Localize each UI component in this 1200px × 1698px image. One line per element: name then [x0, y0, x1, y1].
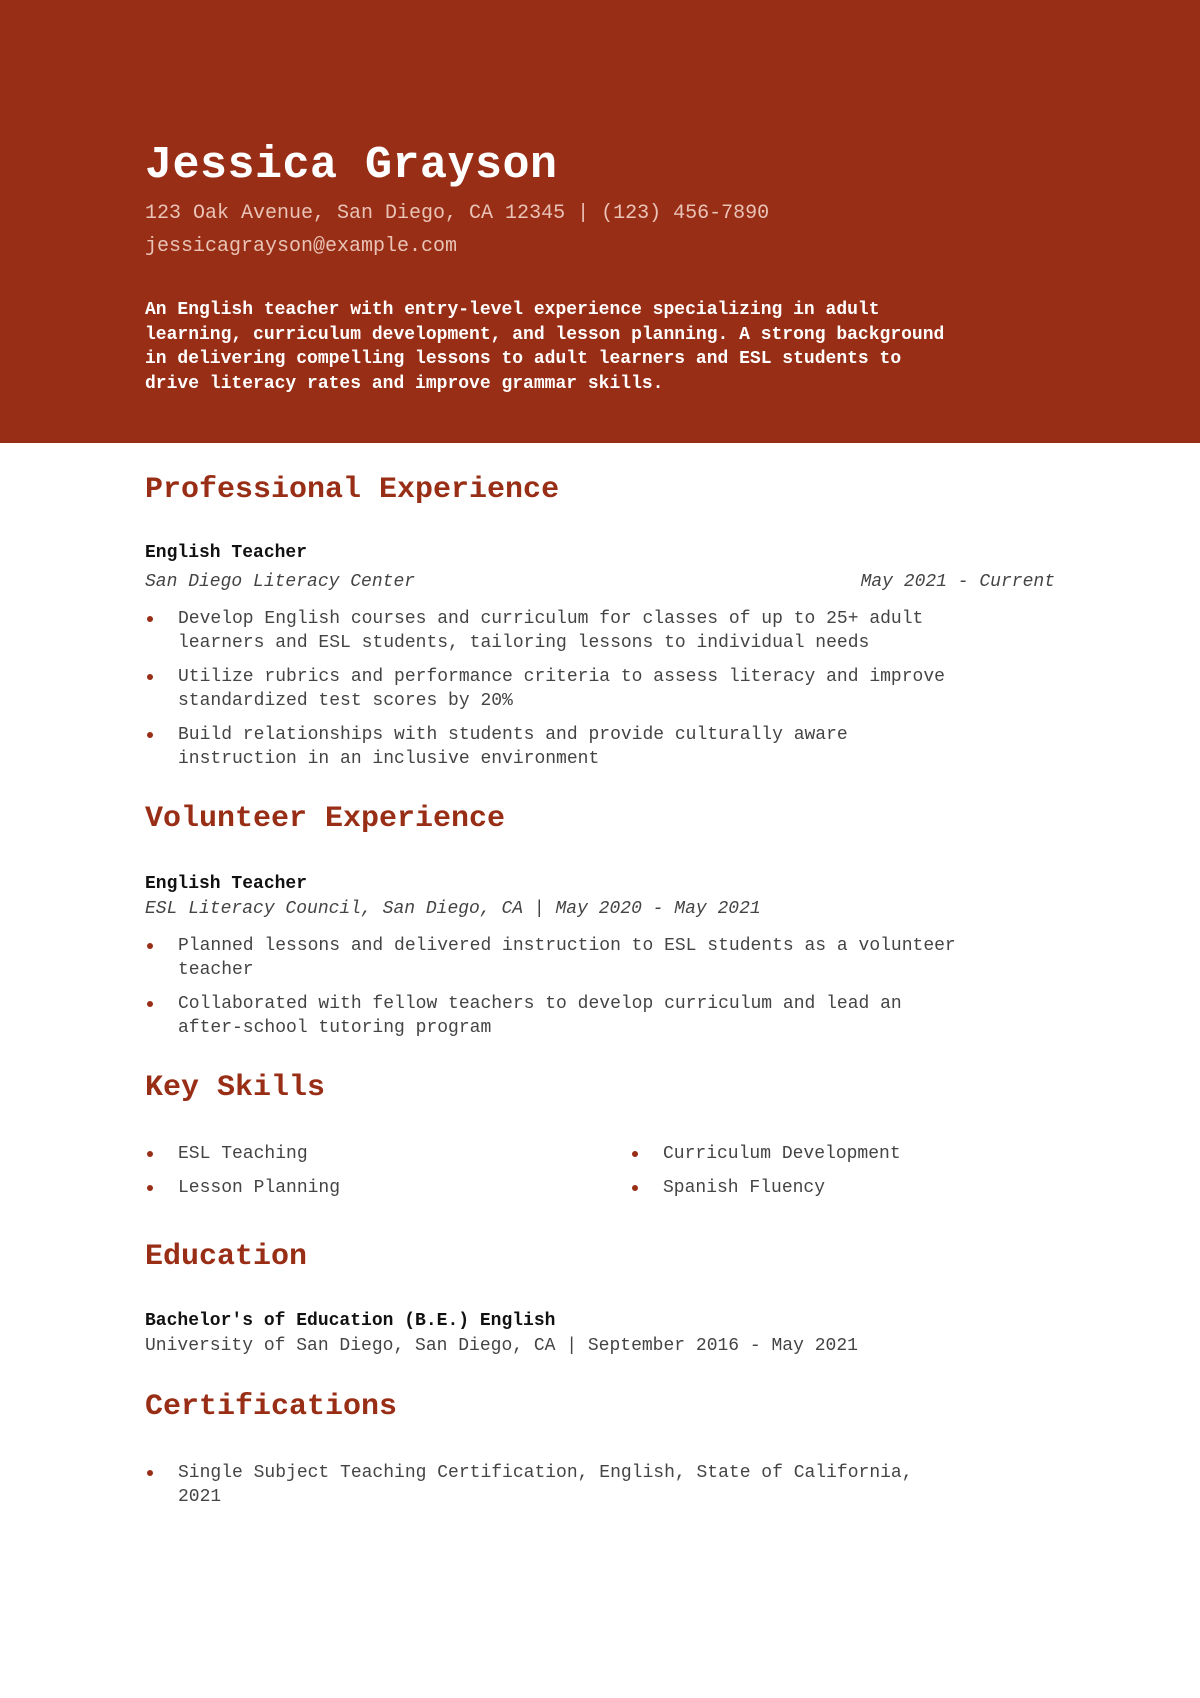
- bullet-line: Utilize rubrics and performance criteria to assess literacy and improve: [178, 667, 945, 687]
- bullet-icon: [147, 943, 153, 949]
- summary-line: drive literacy rates and improve grammar skills.: [145, 373, 664, 394]
- employer-line: ESL Literacy Council, San Diego, CA | May 2020 - May 2021: [145, 899, 761, 919]
- bullet-line: Build relationships with students and provide culturally aware: [178, 725, 848, 745]
- list-item: [145, 607, 1065, 655]
- job-dates: May 2021 - Current: [860, 572, 1055, 592]
- section-title-professional-experience: Professional Experience: [145, 473, 560, 507]
- bullet-line: Collaborated with fellow teachers to develop curriculum and lead an: [178, 994, 902, 1014]
- header-banner: [0, 0, 1200, 443]
- section-title-key-skills: Key Skills: [145, 1071, 326, 1105]
- skill-item: [630, 1176, 825, 1200]
- list-item: [145, 1461, 1065, 1509]
- bullet-line: instruction in an inclusive environment: [178, 749, 600, 769]
- section-title-volunteer-experience: Volunteer Experience: [145, 802, 506, 836]
- job-title: English Teacher: [145, 874, 308, 894]
- summary-line: learning, curriculum development, and lesson planning. A strong background: [145, 324, 945, 345]
- skill-label: Spanish Fluency: [663, 1178, 826, 1198]
- job-title: English Teacher: [145, 543, 308, 563]
- skill-item: [145, 1176, 340, 1200]
- bullet-line: teacher: [178, 960, 254, 980]
- contact-email: jessicagrayson@example.com: [145, 235, 458, 258]
- bullet-icon: [147, 1185, 153, 1191]
- contact-address-phone: 123 Oak Avenue, San Diego, CA 12345 | (123) 456-7890: [145, 202, 770, 225]
- skill-label: ESL Teaching: [178, 1144, 308, 1164]
- bullet-line: Planned lessons and delivered instruction to ESL students as a volunteer: [178, 936, 956, 956]
- bullet-icon: [632, 1185, 638, 1191]
- skill-label: Curriculum Development: [663, 1144, 901, 1164]
- summary-line: An English teacher with entry-level experience specializing in adult: [145, 300, 880, 320]
- summary: [145, 298, 1065, 396]
- skill-item: [145, 1142, 308, 1166]
- bullet-icon: [632, 1151, 638, 1157]
- bullet-line: Develop English courses and curriculum for classes of up to 25+ adult: [178, 609, 924, 629]
- skill-item: [630, 1142, 901, 1166]
- bullet-line: Single Subject Teaching Certification, English, State of California,: [178, 1463, 913, 1483]
- bullet-icon: [147, 1470, 153, 1476]
- bullet-line: 2021: [178, 1487, 222, 1507]
- list-item: [145, 992, 1065, 1040]
- section-title-education: Education: [145, 1240, 308, 1274]
- school-line: University of San Diego, San Diego, CA | September 2016 - May 2021: [145, 1336, 858, 1356]
- bullet-icon: [147, 674, 153, 680]
- section-title-certifications: Certifications: [145, 1390, 398, 1424]
- candidate-name: Jessica Grayson: [145, 140, 558, 191]
- bullet-line: learners and ESL students, tailoring lessons to individual needs: [178, 633, 870, 653]
- skill-label: Lesson Planning: [178, 1178, 341, 1198]
- bullet-line: standardized test scores by 20%: [178, 691, 513, 711]
- summary-line: in delivering compelling lessons to adult learners and ESL students to: [145, 349, 902, 369]
- bullet-icon: [147, 1151, 153, 1157]
- bullet-icon: [147, 1001, 153, 1007]
- list-item: [145, 934, 1065, 982]
- bullet-line: after-school tutoring program: [178, 1018, 492, 1038]
- degree-title: Bachelor's of Education (B.E.) English: [145, 1311, 556, 1331]
- employer-name: San Diego Literacy Center: [145, 572, 416, 592]
- bullet-icon: [147, 616, 153, 622]
- list-item: [145, 665, 1065, 713]
- list-item: [145, 723, 1065, 771]
- bullet-icon: [147, 732, 153, 738]
